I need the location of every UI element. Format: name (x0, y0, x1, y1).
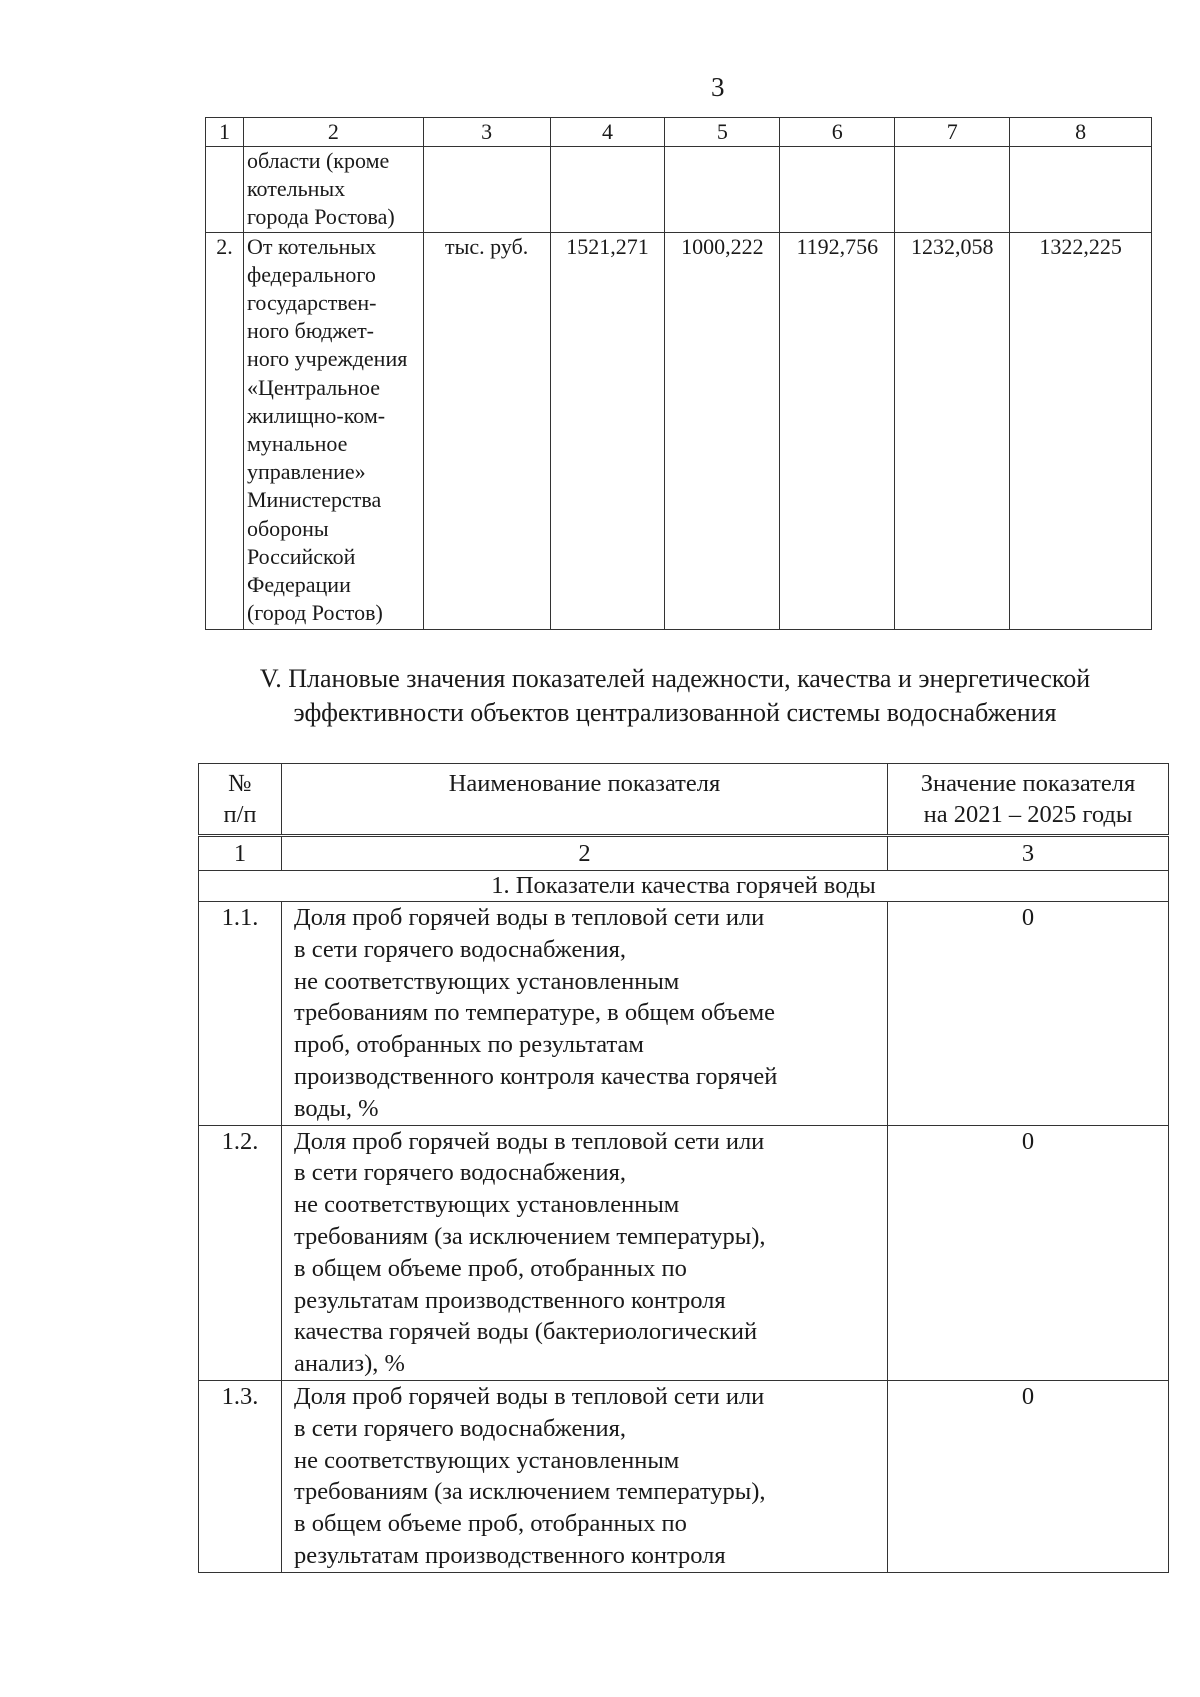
group-title: 1. Показатели качества горячей воды (199, 871, 1169, 902)
indicator-value: 0 (888, 1380, 1169, 1572)
column-number: 3 (888, 836, 1169, 871)
page-number: 3 (711, 72, 725, 102)
table1-header-cell: 3 (423, 118, 550, 147)
table1-header-cell: 5 (665, 118, 780, 147)
row-value (1010, 147, 1152, 233)
row-value: 1232,058 (895, 232, 1010, 629)
row-number: 1.2. (199, 1125, 282, 1380)
table1-header-cell: 4 (550, 118, 665, 147)
table2-column-numbers-row (199, 836, 1169, 871)
row-value (665, 147, 780, 233)
table1-header-cell: 8 (1010, 118, 1152, 147)
table-row (199, 1380, 1169, 1572)
table1-header-cell: 2 (243, 118, 423, 147)
tariff-table (205, 117, 1152, 630)
header-indicator-name: Наименование показателя (282, 764, 888, 836)
column-number: 2 (282, 836, 888, 871)
row-unit (423, 147, 550, 233)
section-title: V. Плановые значения показателей надежности, качества и энергетической эффективности объектов централизованной системы водоснабжения (259, 664, 1091, 727)
row-value (895, 147, 1010, 233)
row-number: 1.3. (199, 1380, 282, 1572)
group-title-row (199, 871, 1169, 902)
table1-header-cell: 7 (895, 118, 1010, 147)
indicator-name: Доля проб горячей воды в тепловой сети или в сети горячего водоснабжения, не соответствующих установленным требованиям (за исключением температуры), в общем объеме проб, отобранных по результатам производственного контроля (282, 1380, 888, 1572)
row-value: 1521,271 (550, 232, 665, 629)
indicator-name: Доля проб горячей воды в тепловой сети или в сети горячего водоснабжения, не соответствующих установленным требованиям (за исключением температуры), в общем объеме проб, отобранных по результатам производственного контроля качества горячей воды (бактериологический анализ), % (282, 1125, 888, 1380)
table-row (206, 232, 1152, 629)
row-value: 1000,222 (665, 232, 780, 629)
table1-header-cell: 1 (206, 118, 244, 147)
row-unit: тыс. руб. (423, 232, 550, 629)
indicator-value: 0 (888, 1125, 1169, 1380)
header-number: № п/п (199, 764, 282, 836)
row-name: области (кроме котельных города Ростова) (243, 147, 423, 233)
row-name: От котельных федерального государствен- ного бюджет- ного учреждения «Центральное жилищно-ком- мунальное управление» Министерства обороны Российской Федерации (город Ростов) (243, 232, 423, 629)
column-number: 1 (199, 836, 282, 871)
row-number (206, 147, 244, 233)
row-value (780, 147, 895, 233)
row-number: 1.1. (199, 902, 282, 1126)
table-row (206, 147, 1152, 233)
table1-header-cell: 6 (780, 118, 895, 147)
indicator-name: Доля проб горячей воды в тепловой сети или в сети горячего водоснабжения, не соответствующих установленным требованиям по температуре, в общем объеме проб, отобранных по результатам производственного контроля качества горячей воды, % (282, 902, 888, 1126)
row-value: 1192,756 (780, 232, 895, 629)
table-row (199, 1125, 1169, 1380)
indicator-value: 0 (888, 902, 1169, 1126)
row-value: 1322,225 (1010, 232, 1152, 629)
table2-header-row (199, 764, 1169, 836)
indicators-table (198, 763, 1169, 1573)
table-row (199, 902, 1169, 1126)
header-indicator-value: Значение показателя на 2021 – 2025 годы (888, 764, 1169, 836)
row-value (550, 147, 665, 233)
table1-header-row (206, 118, 1152, 147)
row-number: 2. (206, 232, 244, 629)
